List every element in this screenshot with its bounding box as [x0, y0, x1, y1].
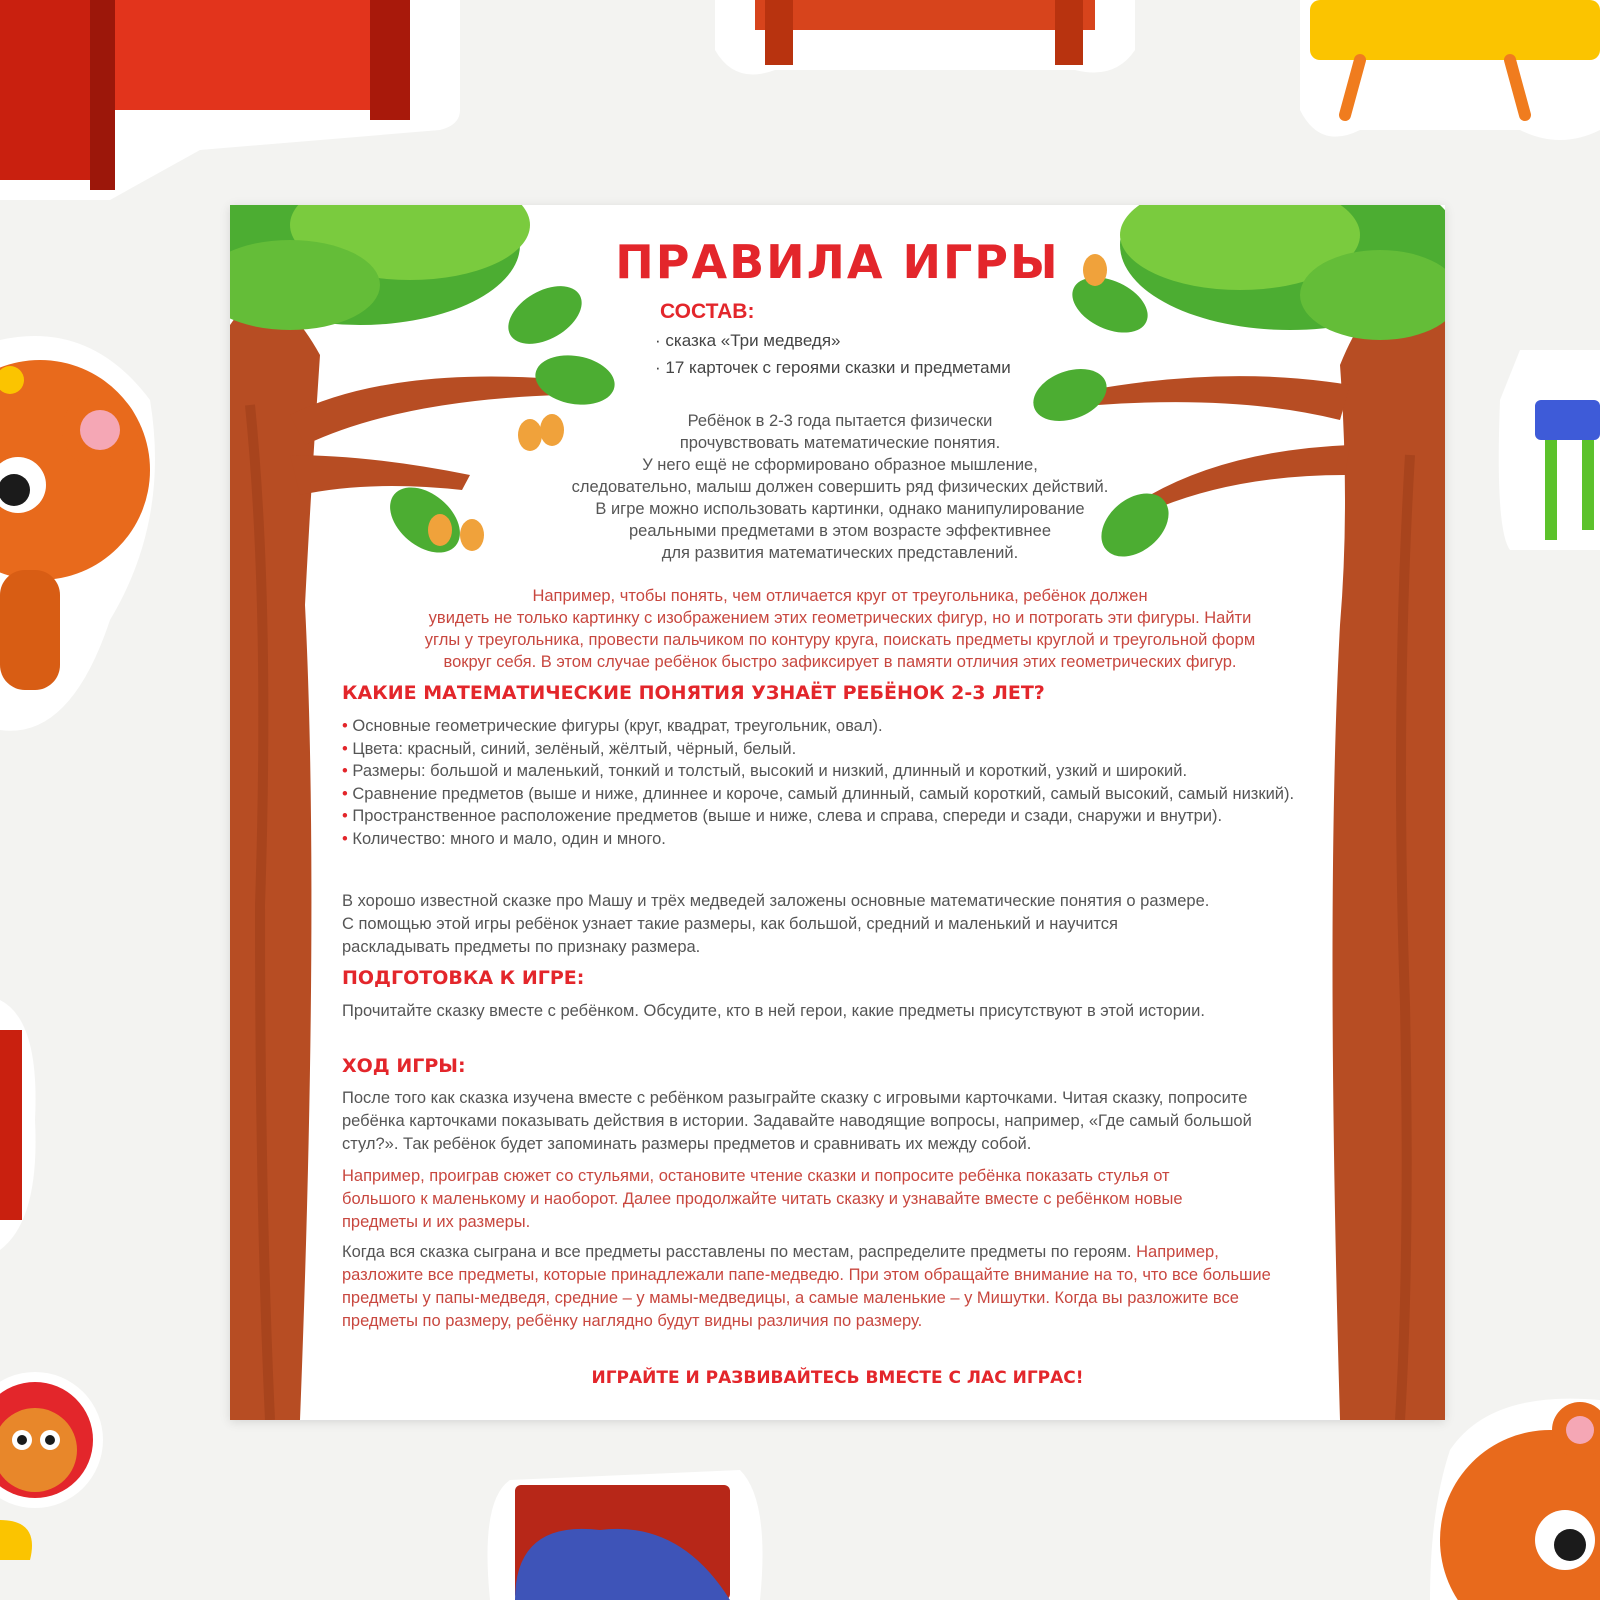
gameplay-paragraph-2: Например, проиграв сюжет со стульями, остановите чтение сказки и попросите ребёнка показать стулья от большого к маленькому и наоборот. Далее продолжайте читать сказку и узнавайте вместе с ребёнком новые предметы и их размеры. — [342, 1167, 1183, 1231]
example-text — [330, 585, 1350, 673]
intro-line: Ребёнок в 2-3 года пытается физически — [687, 412, 993, 430]
intro-line: прочувствовать математические понятия. — [679, 434, 1001, 452]
yellow-bench-card — [1300, 0, 1600, 150]
intro-line: У него ещё не сформировано образное мышление, — [642, 456, 1038, 474]
example-line: увидеть не только картинку с изображением этих геометрических фигур, но и потрогать эти фигуры. Найти — [428, 609, 1252, 627]
composition-list — [655, 327, 1011, 381]
gameplay-paragraph-3 — [342, 1241, 1292, 1333]
preparation-heading: ПОДГОТОВКА К ИГРЕ: — [342, 967, 585, 989]
concepts-heading: КАКИЕ МАТЕМАТИЧЕСКИЕ ПОНЯТИЯ УЗНАЁТ РЕБЁНОК 2-3 ЛЕТ? — [342, 682, 1045, 704]
blue-stool-card — [1490, 340, 1600, 560]
list-item: · сказка «Три медведя» — [655, 327, 1011, 354]
list-item: • Цвета: красный, синий, зелёный, жёлтый, чёрный, белый. — [342, 738, 1342, 761]
red-furniture-card — [0, 1000, 40, 1250]
intro-line: реальными предметами в этом возрасте эффективнее — [629, 522, 1051, 540]
concepts-list — [342, 715, 1342, 850]
list-item: • Количество: много и мало, один и много. — [342, 828, 1342, 851]
gameplay-paragraph-1: После того как сказка изучена вместе с ребёнком разыграйте сказку с игровыми карточками. Читая сказку, попросите ребёнка карточками показывать действия в истории. Задавайте наводящие вопросы, например, «Где самый большой стул?». Так ребёнок будет запоминать размеры предметов и сравнивать их между собой. — [342, 1089, 1252, 1153]
rules-text — [230, 205, 1445, 1420]
concepts-paragraph: В хорошо известной сказке про Машу и трёх медведей заложены основные математические понятия о размере. С помощью этой игры ребёнок узнает такие размеры, как большой, средний и маленький и научится раскладывать предметы по признаку размера. — [342, 892, 1210, 956]
red-bed-card — [0, 0, 470, 200]
list-item: • Пространственное расположение предметов (выше и ниже, слева и справа, спереди и сзади, снаружи и внутри). — [342, 805, 1342, 828]
list-item: · 17 карточек с героями сказки и предметами — [655, 354, 1011, 381]
example-line: вокруг себя. В этом случае ребёнок быстро зафиксирует в памяти отличия этих геометрических фигур. — [443, 653, 1237, 671]
bear-card — [0, 320, 165, 740]
composition-heading: СОСТАВ: — [660, 300, 755, 323]
closing-slogan: ИГРАЙТЕ И РАЗВИВАЙТЕСЬ ВМЕСТЕ С ЛАС ИГРАС! — [591, 1368, 1084, 1388]
bear-corner-card — [1430, 1390, 1600, 1600]
gameplay-heading: ХОД ИГРЫ: — [342, 1055, 466, 1077]
red-bench-card — [715, 0, 1135, 90]
intro-line: В игре можно использовать картинки, однако манипулирование — [595, 500, 1085, 518]
list-item: • Размеры: большой и маленький, тонкий и толстый, высокий и низкий, длинный и короткий, узкий и широкий. — [342, 760, 1342, 783]
preparation-text: Прочитайте сказку вместе с ребёнком. Обсудите, кто в ней герои, какие предметы присутствуют в этой истории. — [342, 1002, 1205, 1020]
example-line: углы у треугольника, провести пальчиком по контуру круга, поискать предметы круглой и треугольной форм — [424, 631, 1256, 649]
intro-line: следовательно, малыш должен совершить ряд физических действий. — [571, 478, 1109, 496]
gameplay-paragraph-3-start: Когда вся сказка сыграна и все предметы расставлены по местам, распределите предметы по героям. — [342, 1243, 1132, 1261]
bear-face-card — [0, 1370, 105, 1560]
intro-text — [530, 410, 1150, 564]
list-item: • Сравнение предметов (выше и ниже, длиннее и короче, самый длинный, самый короткий, самый высокий, самый низкий). — [342, 783, 1342, 806]
blue-bed-card — [480, 1460, 770, 1600]
rules-sheet — [230, 205, 1445, 1420]
list-item: • Основные геометрические фигуры (круг, квадрат, треугольник, овал). — [342, 715, 1342, 738]
page-title: ПРАВИЛА ИГРЫ — [615, 235, 1060, 289]
intro-line: для развития математических представлений. — [661, 544, 1019, 562]
example-line: Например, чтобы понять, чем отличается круг от треугольника, ребёнок должен — [532, 587, 1148, 605]
gameplay-paragraph-3-example: Например, разложите все предметы, которые принадлежали папе-медведю. При этом обращайте внимание на то, что все большие предметы у папы-медведя, средние – у мамы-медведицы, а самые маленькие – у Мишутки. Когда вы разложите все предметы по размеру, ребёнку наглядно будут видны различия по размеру. — [342, 1243, 1271, 1330]
